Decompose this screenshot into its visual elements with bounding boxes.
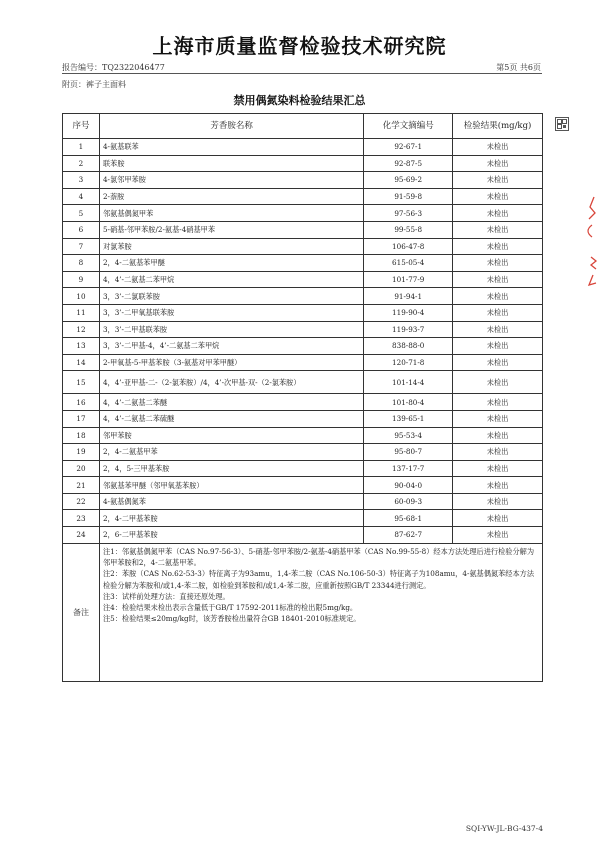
table-row <box>63 255 543 272</box>
row-cas-number: 95-69-2 <box>364 172 453 189</box>
document-title: 上海市质量监督检验技术研究院 <box>152 34 447 58</box>
row-result: 未检出 <box>453 510 543 527</box>
row-cas-number: 90-04-0 <box>364 477 453 494</box>
row-cas-number: 60-09-3 <box>364 493 453 510</box>
row-cas-number: 119-93-7 <box>364 321 453 338</box>
row-number: 10 <box>63 288 100 305</box>
header-cas: 化学文摘编号 <box>364 114 453 139</box>
attachment-label: 附页：裤子主面料 <box>62 80 126 89</box>
row-amine-name: 邻甲苯胺 <box>99 427 363 444</box>
row-number: 21 <box>63 477 100 494</box>
row-amine-name: 3，3’-二甲基联苯胺 <box>99 321 363 338</box>
row-result: 未检出 <box>453 238 543 255</box>
row-number: 8 <box>63 255 100 272</box>
row-amine-name: 2，4，5-三甲基苯胺 <box>99 460 363 477</box>
section-title: 禁用偶氮染料检验结果汇总 <box>233 94 366 107</box>
row-cas-number: 101-14-4 <box>364 371 453 394</box>
form-code: SQI-YW-JL-BG-437-4 <box>465 824 543 833</box>
header-rule <box>62 73 542 74</box>
row-cas-number: 99-55-8 <box>364 221 453 238</box>
row-number: 16 <box>63 394 100 411</box>
table-row <box>63 394 543 411</box>
table-row <box>63 371 543 394</box>
row-result: 未检出 <box>453 205 543 222</box>
row-number: 22 <box>63 493 100 510</box>
row-cas-number: 95-80-7 <box>364 444 453 461</box>
row-amine-name: 邻氨基苯甲醚（邻甲氧基苯胺） <box>99 477 363 494</box>
row-cas-number: 92-87-5 <box>364 155 453 172</box>
row-amine-name: 2，4-二氨基苯甲醚 <box>99 255 363 272</box>
row-amine-name: 2-萘胺 <box>99 188 363 205</box>
table-row <box>63 321 543 338</box>
row-cas-number: 92-67-1 <box>364 139 453 156</box>
row-number: 19 <box>63 444 100 461</box>
row-amine-name: 邻氨基偶氮甲苯 <box>99 205 363 222</box>
row-result: 未检出 <box>453 527 543 544</box>
table-row <box>63 460 543 477</box>
row-cas-number: 137-17-7 <box>364 460 453 477</box>
row-number: 9 <box>63 271 100 288</box>
note-item: 注1：邻氨基偶氮甲苯（CAS No.97-56-3）、5-硝基-邻甲苯胺/2-氨基-4硝基甲苯（CAS No.99-55-8）经本方法处理后进行检验分解为邻甲苯胺和2，4-二氨基甲苯。 <box>102 546 535 567</box>
row-cas-number: 101-77-9 <box>364 271 453 288</box>
row-result: 未检出 <box>453 221 543 238</box>
row-amine-name: 4-氯邻甲苯胺 <box>99 172 363 189</box>
row-number: 15 <box>63 371 100 394</box>
notes-cell <box>99 543 542 681</box>
row-result: 未检出 <box>453 427 543 444</box>
notes-row <box>63 543 543 681</box>
row-amine-name: 4，4’-亚甲基-二-（2-氯苯胺）/4，4’-次甲基-双-（2-氯苯胺） <box>99 371 363 394</box>
table-row <box>63 354 543 371</box>
row-number: 14 <box>63 354 100 371</box>
row-number: 3 <box>63 172 100 189</box>
note-item: 注3：试样前处理方法：直接还原处理。 <box>102 591 230 601</box>
page-info: 第5页 共6页 <box>496 63 541 72</box>
row-number: 5 <box>63 205 100 222</box>
table-row <box>63 238 543 255</box>
row-number: 6 <box>63 221 100 238</box>
row-cas-number: 95-53-4 <box>364 427 453 444</box>
row-amine-name: 联苯胺 <box>99 155 363 172</box>
row-number: 7 <box>63 238 100 255</box>
row-number: 24 <box>63 527 100 544</box>
report-number: 报告编号：TQ2322046477 <box>62 63 165 72</box>
row-number: 23 <box>63 510 100 527</box>
row-amine-name: 4，4’-二氨基二苯醚 <box>99 394 363 411</box>
table-row <box>63 205 543 222</box>
seal-stamp-fragment <box>580 195 599 295</box>
row-result: 未检出 <box>453 371 543 394</box>
row-cas-number: 120-71-8 <box>364 354 453 371</box>
row-result: 未检出 <box>453 271 543 288</box>
row-amine-name: 3，3’-二甲氧基联苯胺 <box>99 304 363 321</box>
row-cas-number: 87-62-7 <box>364 527 453 544</box>
row-amine-name: 5-硝基-邻甲苯胺/2-氨基-4硝基甲苯 <box>99 221 363 238</box>
row-amine-name: 对氯苯胺 <box>99 238 363 255</box>
row-cas-number: 119-90-4 <box>364 304 453 321</box>
row-result: 未检出 <box>453 288 543 305</box>
row-amine-name: 2，4-二甲基苯胺 <box>99 510 363 527</box>
note-item: 注4：检验结果未检出表示含量低于GB/T 17592-2011标准的检出限5mg/kg。 <box>102 603 358 613</box>
row-number: 13 <box>63 338 100 355</box>
row-cas-number: 97-56-3 <box>364 205 453 222</box>
header-no: 序号 <box>63 114 100 139</box>
row-result: 未检出 <box>453 255 543 272</box>
row-amine-name: 4-氨基联苯 <box>99 139 363 156</box>
row-amine-name: 2，6-二甲基苯胺 <box>99 527 363 544</box>
qr-code-icon[interactable] <box>555 117 569 131</box>
table-row <box>63 188 543 205</box>
table-row <box>63 493 543 510</box>
row-amine-name: 4，4’-二氨基二苯硫醚 <box>99 410 363 427</box>
row-result: 未检出 <box>453 172 543 189</box>
row-amine-name: 2，4-二氨基甲苯 <box>99 444 363 461</box>
row-result: 未检出 <box>453 321 543 338</box>
row-cas-number: 139-65-1 <box>364 410 453 427</box>
row-cas-number: 838-88-0 <box>364 338 453 355</box>
row-amine-name: 2-甲氧基-5-甲基苯胺（3-氨基对甲苯甲醚） <box>99 354 363 371</box>
table-body <box>63 139 543 544</box>
row-amine-name: 4，4’-二氨基二苯甲烷 <box>99 271 363 288</box>
row-number: 2 <box>63 155 100 172</box>
table-row <box>63 288 543 305</box>
row-number: 17 <box>63 410 100 427</box>
table-row <box>63 510 543 527</box>
header-result: 检验结果(mg/kg) <box>453 114 543 139</box>
row-number: 20 <box>63 460 100 477</box>
table-row <box>63 221 543 238</box>
table-row <box>63 427 543 444</box>
row-result: 未检出 <box>453 354 543 371</box>
row-result: 未检出 <box>453 139 543 156</box>
header-name: 芳香胺名称 <box>99 114 363 139</box>
row-result: 未检出 <box>453 410 543 427</box>
row-cas-number: 106-47-8 <box>364 238 453 255</box>
row-cas-number: 91-94-1 <box>364 288 453 305</box>
row-result: 未检出 <box>453 304 543 321</box>
row-result: 未检出 <box>453 460 543 477</box>
table-row <box>63 527 543 544</box>
row-number: 12 <box>63 321 100 338</box>
row-result: 未检出 <box>453 155 543 172</box>
row-result: 未检出 <box>453 394 543 411</box>
row-result: 未检出 <box>453 444 543 461</box>
row-amine-name: 4-氨基偶氮苯 <box>99 493 363 510</box>
row-number: 18 <box>63 427 100 444</box>
row-amine-name: 3，3’-二甲基-4，4’-二氨基二苯甲烷 <box>99 338 363 355</box>
row-cas-number: 91-59-8 <box>364 188 453 205</box>
table-header-row <box>63 114 543 139</box>
table-row <box>63 304 543 321</box>
row-amine-name: 3，3’-二氯联苯胺 <box>99 288 363 305</box>
note-item: 注2：苯胺（CAS No.62-53-3）特征离子为93amu，1,4-苯二胺（CAS No.106-50-3）特征离子为108amu，4-氨基偶氮苯经本方法检验分解为苯胺和/或1,4-苯二胺，如检验到苯胺和/或1,4-苯二胺，应重新按照GB/T 23344进行测定。 <box>102 569 535 590</box>
row-number: 4 <box>63 188 100 205</box>
row-result: 未检出 <box>453 493 543 510</box>
row-result: 未检出 <box>453 338 543 355</box>
results-table <box>62 113 543 682</box>
row-number: 11 <box>63 304 100 321</box>
table-row <box>63 271 543 288</box>
table-row <box>63 410 543 427</box>
table-row <box>63 139 543 156</box>
row-cas-number: 101-80-4 <box>364 394 453 411</box>
row-result: 未检出 <box>453 477 543 494</box>
row-cas-number: 615-05-4 <box>364 255 453 272</box>
note-item: 注5：检验结果≤20mg/kg时，该芳香胺检出量符合GB 18401-2010标准规定。 <box>102 614 361 624</box>
table-row <box>63 477 543 494</box>
row-cas-number: 95-68-1 <box>364 510 453 527</box>
table-row <box>63 444 543 461</box>
row-number: 1 <box>63 139 100 156</box>
table-row <box>63 172 543 189</box>
notes-label: 备注 <box>63 543 100 681</box>
table-row <box>63 338 543 355</box>
row-result: 未检出 <box>453 188 543 205</box>
notes-list <box>103 546 539 625</box>
table-row <box>63 155 543 172</box>
